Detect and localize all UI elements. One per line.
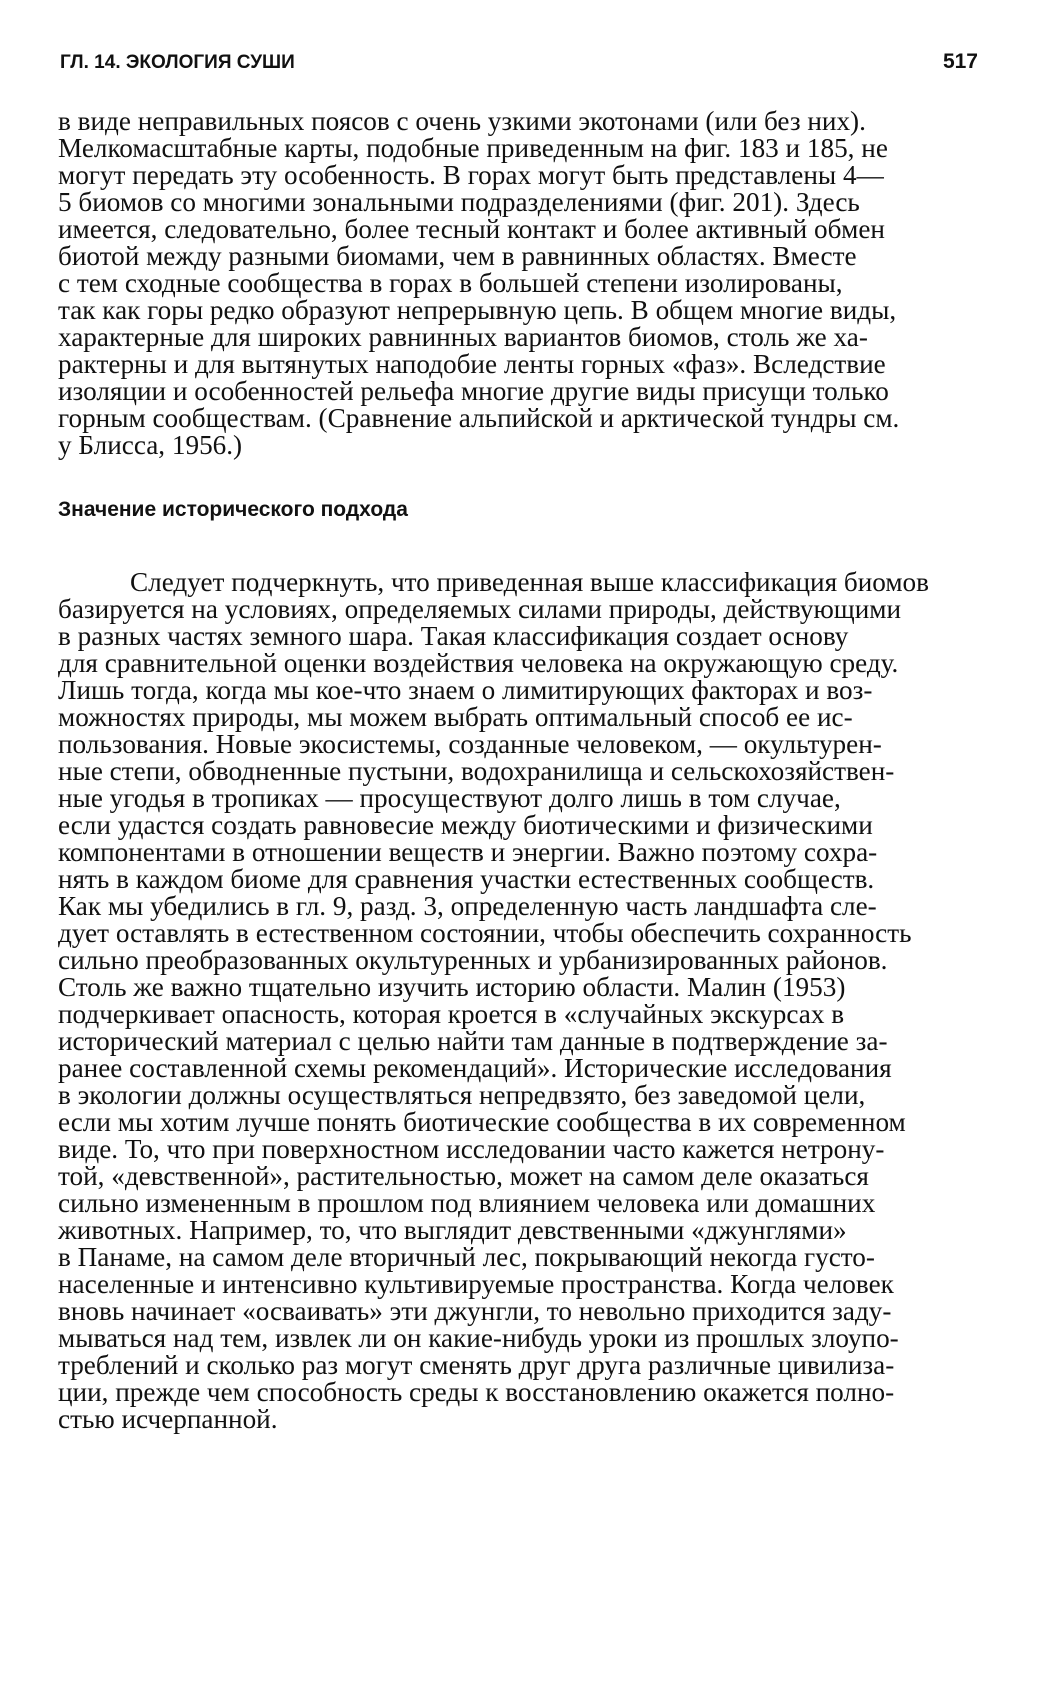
text-line: Столь же важно тщательно изучить историю области. Малин (1953)	[58, 972, 846, 1002]
text-line: если удастся создать равновесие между биотическими и физическими	[58, 810, 873, 840]
text-line: характерные для широких равнинных вариантов биомов, столь же ха-	[58, 322, 868, 352]
text-line: изоляции и особенностей рельефа многие другие виды присущи только	[58, 376, 889, 406]
text-line: у Блисса, 1956.)	[58, 430, 243, 460]
section-heading: Значение исторического подхода	[58, 498, 408, 521]
text-line: так как горы редко образуют непрерывную цепь. В общем многие виды,	[58, 295, 897, 325]
text-line: ранее составленной схемы рекомендаций». Исторические исследования	[58, 1053, 892, 1083]
text-line: виде. То, что при поверхностном исследовании часто кажется нетрону-	[58, 1134, 885, 1164]
text-line: с тем сходные сообщества в горах в большей степени изолированы,	[58, 268, 843, 298]
text-line: сильно измененным в прошлом под влиянием человека или домашних	[58, 1188, 876, 1218]
text-line: животных. Например, то, что выглядит девственными «джунглями»	[58, 1215, 847, 1245]
text-line: рактерны и для вытянутых наподобие ленты горных «фаз». Вследствие	[58, 349, 886, 379]
text-line: в разных частях земного шара. Такая классификация создает основу	[58, 621, 849, 651]
text-line: имеется, следовательно, более тесный контакт и более активный обмен	[58, 214, 885, 244]
text-line: Лишь тогда, когда мы кое-что знаем о лимитирующих факторах и воз-	[58, 675, 873, 705]
text-line: Мелкомасштабные карты, подобные приведенным на фиг. 183 и 185, не	[58, 133, 888, 163]
text-line: ные степи, обводненные пустыни, водохранилища и сельскохозяйствен-	[58, 756, 895, 786]
text-line: исторический материал с целью найти там данные в подтверждение за-	[58, 1026, 888, 1056]
text-line: подчеркивает опасность, которая кроется в «случайных экскурсах в	[58, 999, 845, 1029]
chapter-title: ГЛ. 14. ЭКОЛОГИЯ СУШИ	[60, 52, 295, 73]
paragraph-alpine-biomes	[58, 108, 978, 459]
text-line: биотой между разными биомами, чем в равнинных областях. Вместе	[58, 241, 857, 271]
running-header	[60, 50, 978, 74]
text-line: сильно преобразованных окультуренных и урбанизированных районов.	[58, 945, 888, 975]
text-line: если мы хотим лучше понять биотические сообщества в их современном	[58, 1107, 906, 1137]
text-line: нять в каждом биоме для сравнения участки естественных сообществ.	[58, 864, 875, 894]
text-line: населенные и интенсивно культивируемые пространства. Когда человек	[58, 1269, 894, 1299]
text-line: для сравнительной оценки воздействия человека на окружающую среду.	[58, 648, 899, 678]
text-line: в Панаме, на самом деле вторичный лес, покрывающий некогда густо-	[58, 1242, 875, 1272]
text-line: той, «девственной», растительностью, может на самом деле оказаться	[58, 1161, 869, 1191]
text-line: мываться над тем, извлек ли он какие-нибудь уроки из прошлых злоупо-	[58, 1323, 899, 1353]
text-line: стью исчерпанной.	[58, 1404, 278, 1434]
text-line: базируется на условиях, определяемых силами природы, действующими	[58, 594, 902, 624]
text-line: в экологии должны осуществляться непредвзято, без заведомой цели,	[58, 1080, 866, 1110]
text-line: ции, прежде чем способность среды к восстановлению окажется полно-	[58, 1377, 895, 1407]
text-line: 5 биомов со многими зональными подразделениями (фиг. 201). Здесь	[58, 187, 860, 217]
text-line: компонентами в отношении веществ и энергии. Важно поэтому сохра-	[58, 837, 878, 867]
text-line: Как мы убедились в гл. 9, разд. 3, определенную часть ландшафта сле-	[58, 891, 877, 921]
text-line: вновь начинает «осваивать» эти джунгли, то невольно приходится заду-	[58, 1296, 892, 1326]
text-line: ные угодья в тропиках — просуществуют долго лишь в том случае,	[58, 783, 841, 813]
paragraph-historical-approach	[58, 569, 978, 1433]
text-line: могут передать эту особенность. В горах могут быть представлены 4—	[58, 160, 884, 190]
text-line: Следует подчеркнуть, что приведенная выше классификация биомов	[130, 567, 929, 597]
text-line: можностях природы, мы можем выбрать оптимальный способ ее ис-	[58, 702, 853, 732]
text-line: в виде неправильных поясов с очень узкими экотонами (или без них).	[58, 106, 866, 136]
text-line: дует оставлять в естественном состоянии, чтобы обеспечить сохранность	[58, 918, 912, 948]
text-line: горным сообществам. (Сравнение альпийской и арктической тундры см.	[58, 403, 900, 433]
page-number: 517	[942, 50, 978, 73]
text-line: треблений и сколько раз могут сменять друг друга различные цивилиза-	[58, 1350, 895, 1380]
text-line: пользования. Новые экосистемы, созданные человеком, — окультурен-	[58, 729, 882, 759]
